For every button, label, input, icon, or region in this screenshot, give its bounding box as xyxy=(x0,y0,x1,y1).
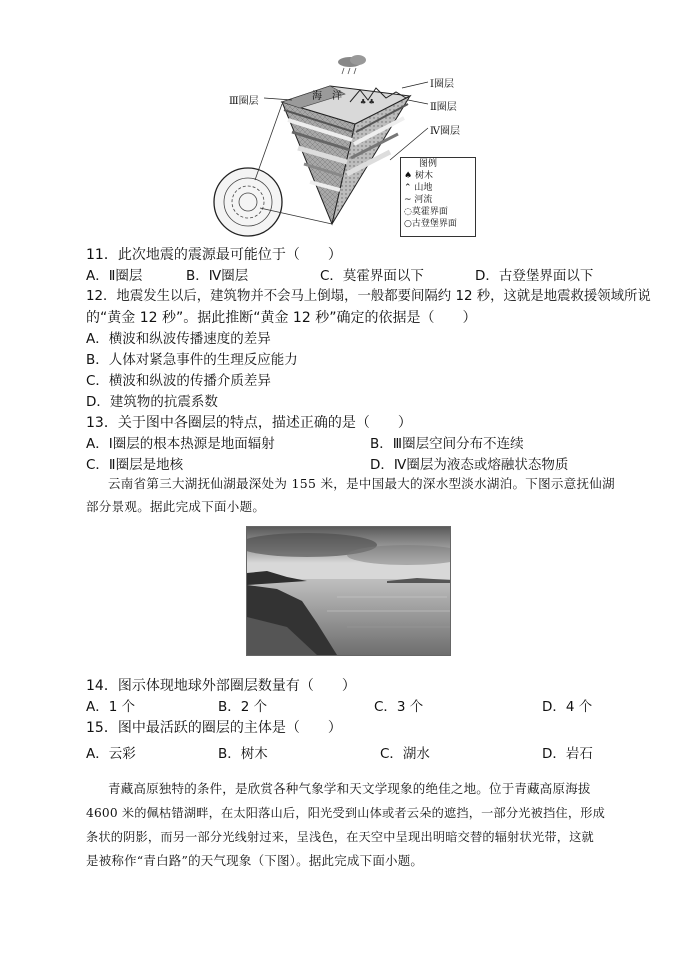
q11-option-d: D．古登堡界面以下 xyxy=(475,268,594,284)
layer-3-label: Ⅲ圈层 xyxy=(229,96,259,107)
q12-option-a: A．横波和纵波传播速度的差异 xyxy=(86,331,271,347)
circle-icon: ○ xyxy=(404,219,412,229)
q11-stem: 11．此次地震的震源最可能位于（ ） xyxy=(86,247,342,263)
q14-option-c: C．3 个 xyxy=(374,699,424,715)
lake-photo-graphic xyxy=(247,527,450,655)
legend-item-moho: ◌莫霍界面 xyxy=(404,207,448,217)
q15-option-c: C．湖水 xyxy=(380,746,430,762)
q12-option-c: C．横波和纵波的传播介质差异 xyxy=(86,373,271,389)
layer-2-label: Ⅱ圈层 xyxy=(430,102,457,113)
lake-photo xyxy=(246,526,451,656)
layer-4-label: Ⅳ圈层 xyxy=(430,126,460,137)
q14-option-d: D．4 个 xyxy=(542,699,593,715)
river-icon: ~ xyxy=(404,195,415,205)
passage1-line2: 部分景观。据此完成下面小题。 xyxy=(86,499,266,514)
legend-item-mountain: ⌃ 山地 xyxy=(404,183,433,193)
q13-option-a: A．Ⅰ圈层的根本热源是地面辐射 xyxy=(86,436,275,452)
q13-stem: 13．关于图中各圈层的特点，描述正确的是（ ） xyxy=(86,415,412,431)
ocean-label: 海 洋 xyxy=(312,91,342,102)
q15-option-a: A．云彩 xyxy=(86,746,136,762)
q15-option-b: B．树木 xyxy=(218,746,268,762)
dashed-circle-icon: ◌ xyxy=(404,207,412,217)
q12-stem-line2: 的“黄金 12 秒”。据此推断“黄金 12 秒”确定的依据是（ ） xyxy=(86,310,477,326)
passage2-line3: 条状的阴影，而另一部分光线射过来，呈浅色，在天空中呈现出明暗交替的辐射状光带，这就 xyxy=(86,830,594,844)
q12-option-b: B．人体对紧急事件的生理反应能力 xyxy=(86,352,298,368)
q14-stem: 14．图示体现地球外部圈层数量有（ ） xyxy=(86,678,356,694)
mountain-icon: ⌃ xyxy=(404,183,415,193)
legend-item-river: ~ 河流 xyxy=(404,195,433,205)
svg-text:♣ ♣: ♣ ♣ xyxy=(360,98,375,106)
legend-item-tree: ♠ 树木 xyxy=(404,171,433,181)
legend-item-gutenberg: ○古登堡界面 xyxy=(404,219,457,229)
q11-option-a: A．Ⅱ圈层 xyxy=(86,268,143,284)
q13-option-c: C．Ⅱ圈层是地核 xyxy=(86,457,184,473)
q13-option-b: B．Ⅲ圈层空间分布不连续 xyxy=(370,436,524,452)
q15-option-d: D．岩石 xyxy=(542,746,593,762)
q13-option-d: D．Ⅳ圈层为液态或熔融状态物质 xyxy=(370,457,569,473)
tree-icon: ♠ xyxy=(404,171,415,181)
q15-stem: 15．图中最活跃的圈层的主体是（ ） xyxy=(86,720,342,736)
q12-option-d: D．建筑物的抗震系数 xyxy=(86,394,218,410)
passage2-line1: 青藏高原独特的条件，是欣赏各种气象学和天文学现象的绝佳之地。位于青藏高原海拔 xyxy=(108,781,591,796)
figure-legend xyxy=(400,157,476,237)
layer-1-label: Ⅰ圈层 xyxy=(430,79,454,90)
q14-option-a: A．1 个 xyxy=(86,699,136,715)
q11-option-b: B．Ⅳ圈层 xyxy=(186,268,249,284)
passage2-line2: 4600 米的佩枯错湖畔，在太阳落山后，阳光受到山体或者云朵的遮挡，一部分光被挡住，形成 xyxy=(86,806,606,820)
passage2-line4: 是被称作“青白路”的天气现象（下图）。据此完成下面小题。 xyxy=(86,853,424,868)
q14-option-b: B．2 个 xyxy=(218,699,268,715)
q12-stem-line1: 12．地震发生以后，建筑物并不会马上倒塌，一般都要间隔约 12 秒，这就是地震救援领域所说 xyxy=(86,289,651,304)
passage1-line1: 云南省第三大湖抚仙湖最深处为 155 米，是中国最大的深水型淡水湖泊。下图示意抚仙湖 xyxy=(108,476,615,491)
q11-option-c: C．莫霍界面以下 xyxy=(320,268,424,284)
legend-title: 图例 xyxy=(419,159,438,169)
